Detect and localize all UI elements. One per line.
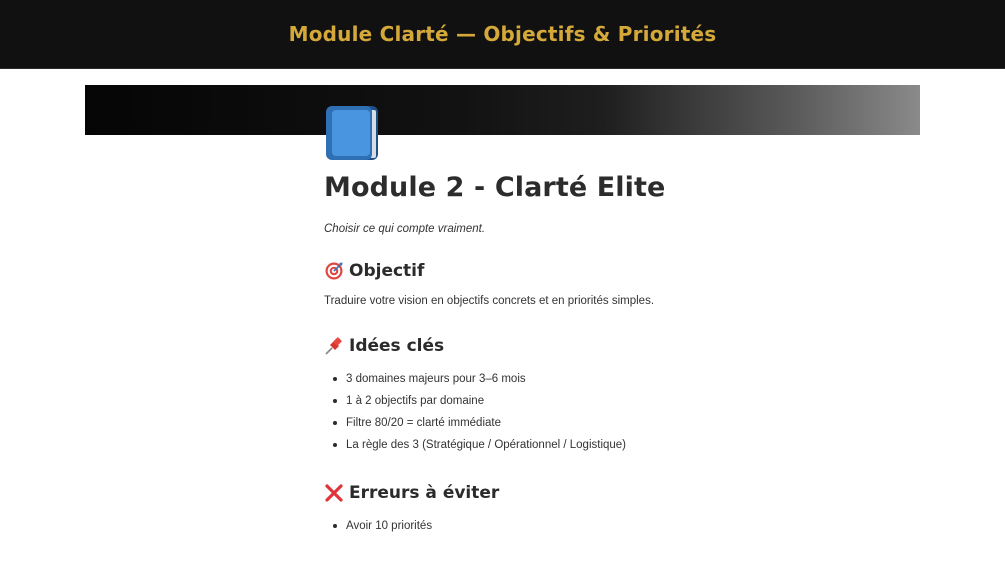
list-item: La règle des 3 (Stratégique / Opérationnel / Logistique) xyxy=(346,434,924,456)
page-content xyxy=(324,168,924,537)
objectif-heading-label: Objectif xyxy=(349,261,425,281)
blue-book-icon[interactable] xyxy=(324,104,382,162)
erreurs-heading xyxy=(324,482,924,504)
objectif-heading xyxy=(324,260,924,282)
list-item: 3 domaines majeurs pour 3–6 mois xyxy=(346,368,924,390)
top-header-bar xyxy=(0,0,1005,69)
erreurs-heading-label: Erreurs à éviter xyxy=(349,483,500,503)
list-item: 1 à 2 objectifs par domaine xyxy=(346,390,924,412)
page-cover-banner[interactable] xyxy=(85,85,920,135)
target-icon xyxy=(324,261,344,281)
pushpin-icon xyxy=(324,336,344,356)
page-title: Module 2 - Clarté Elite xyxy=(324,172,666,203)
header-title: Module Clarté — Objectifs & Priorités xyxy=(288,22,717,46)
page-subtitle: Choisir ce qui compte vraiment. xyxy=(324,223,486,235)
idees-heading-label: Idées clés xyxy=(349,336,445,356)
idees-list xyxy=(324,368,924,456)
cross-mark-icon xyxy=(324,483,344,503)
idees-heading xyxy=(324,335,924,357)
list-item: Avoir 10 priorités xyxy=(346,515,924,537)
erreurs-list xyxy=(324,515,924,537)
objectif-text: Traduire votre vision en objectifs concrets et en priorités simples. xyxy=(324,295,655,307)
list-item: Filtre 80/20 = clarté immédiate xyxy=(346,412,924,434)
